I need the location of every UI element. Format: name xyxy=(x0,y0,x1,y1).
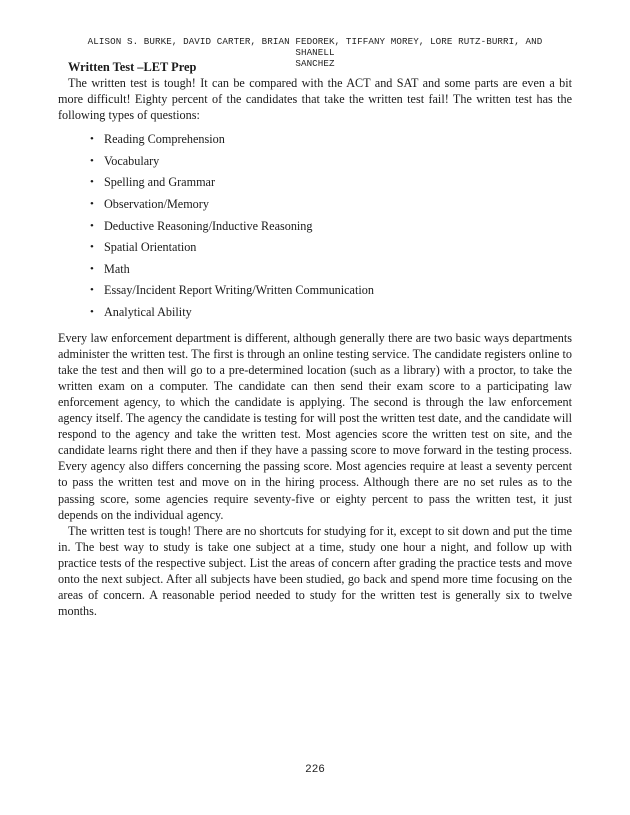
list-item-label: Spelling and Grammar xyxy=(104,175,216,190)
section-heading: Written Test –LET Prep xyxy=(68,60,197,74)
running-head-authors: ALISON S. BURKE, DAVID CARTER, BRIAN FEDOREK, TIFFANY MOREY, LORE RUTZ-BURRI, AND SHANELL xyxy=(87,36,543,58)
intro-paragraph: The written test is tough! It can be compared with the ACT and SAT and some parts are even a bit more difficult! Eighty percent of the candidates that take the written test fail! The written test has the following types of questions: xyxy=(58,76,572,123)
bullet-icon: • xyxy=(90,262,94,275)
list-item-label: Observation/Memory xyxy=(104,197,209,212)
body-paragraph: Every law enforcement department is different, although generally there are two basic ways departments administer the written test. The first is through an online testing service. The candidate registers online to take the test and then will go to a pre-determined location (such as a library) with a proctor, to take the written exam on a computer. The candidate can then send their exam score to a participating law enforcement agency, to which the candidate is applying. The second is through the law enforcement agency itself. The agency the candidate is testing for will post the written test date, and the candidate will respond to the agency and take the written test. Most agencies score the written test on site, and the candidate learns right there and then if they have a passing score to move forward in the testing process. Every agency also differs concerning the passing score. Most agencies require at least a seventy percent to pass the written test and move on in the hiring process. Although there are no set rules as to the passing score, some agencies require seventy-five or eighty percent to pass the written test, it just depends on the individual agency. xyxy=(58,330,572,522)
bullet-icon: • xyxy=(90,219,94,232)
bullet-icon: • xyxy=(90,133,94,146)
list-item xyxy=(90,280,572,302)
page-body xyxy=(58,59,572,619)
bullet-icon: • xyxy=(90,176,94,189)
page-number: 226 xyxy=(305,764,325,776)
list-item xyxy=(90,216,572,238)
bullet-icon: • xyxy=(90,198,94,211)
list-item xyxy=(90,194,572,216)
list-item xyxy=(90,151,572,173)
list-item-label: Deductive Reasoning/Inductive Reasoning xyxy=(104,218,313,233)
list-item-label: Spatial Orientation xyxy=(104,240,197,255)
list-item xyxy=(90,237,572,259)
bullet-icon: • xyxy=(90,284,94,297)
list-item-label: Vocabulary xyxy=(104,153,160,168)
list-item-label: Math xyxy=(104,261,130,276)
list-item-label: Analytical Ability xyxy=(104,305,192,320)
body-paragraph: The written test is tough! There are no shortcuts for studying for it, except to sit down and put the time in. The best way to study is take one subject at a time, study one hour a night, and follow up with practice tests of the respective subject. List the areas of concern after grading the practice tests and move onto the next subject. After all subjects have been studied, go back and spend more time focusing on the areas of concern. A reasonable period needed to study for the written test is generally six to twelve months. xyxy=(58,523,572,619)
bullet-icon: • xyxy=(90,306,94,319)
bullet-icon: • xyxy=(90,241,94,254)
list-item-label: Reading Comprehension xyxy=(104,132,225,147)
running-head-authors-continued: SANCHEZ xyxy=(295,58,335,69)
question-types-list xyxy=(58,129,572,323)
list-item-label: Essay/Incident Report Writing/Written Communication xyxy=(104,283,374,298)
list-item xyxy=(90,172,572,194)
list-item xyxy=(90,259,572,281)
list-item xyxy=(90,129,572,151)
bullet-icon: • xyxy=(90,154,94,167)
list-item xyxy=(90,302,572,324)
